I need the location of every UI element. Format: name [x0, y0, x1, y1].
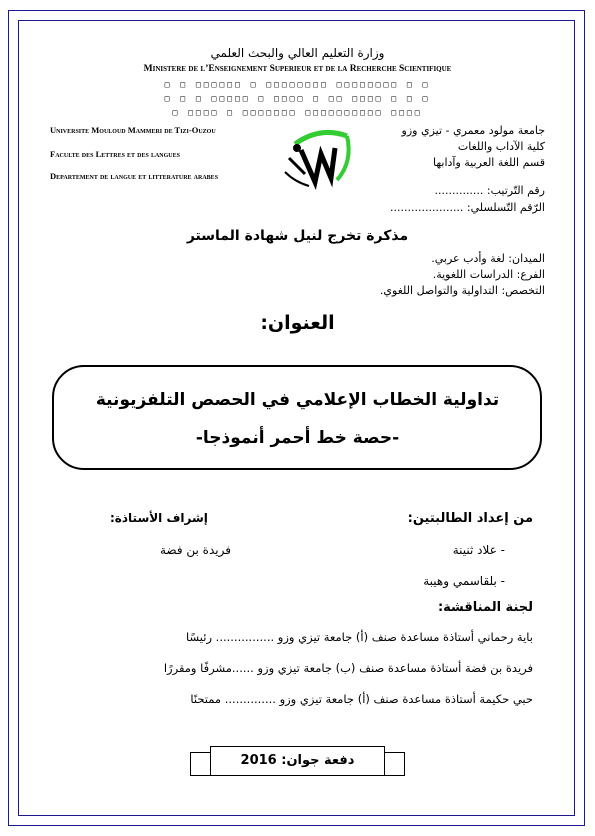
department-arabic: قسم اللغة العربية وآدابها [432, 156, 545, 169]
title-label: العنوان: [260, 312, 335, 334]
batch-label: دفعة جوان: 2016 [240, 753, 355, 768]
field-line: الميدان: لغة وأدب عربي. [431, 252, 545, 265]
rank-number: رقم التّرتيب: .............. [434, 184, 545, 197]
serial-number: الرّقم التّسلسلي: ..................... [390, 201, 545, 214]
committee-member-2: فريدة بن فضة أستاذة مساعدة صنف (ب) جامعة تيزي وزو ......مشرفًا ومقررًا [163, 661, 533, 675]
committee-member-1: باية رحماني أستاذة مساعدة صنف (أ) جامعة تيزي وزو ................ رئيسًا [186, 630, 533, 644]
committee-member-3: حبي حكيمة أستاذة مساعدة صنف (أ) جامعة تيزي وزو .............. ممتحنًا [190, 692, 533, 706]
university-arabic: جامعة مولود معمري - تيزي وزو [401, 124, 545, 137]
university-logo-icon [265, 122, 360, 197]
title-box [52, 365, 542, 470]
student-2: - بلقاسمي وهيبة [423, 574, 505, 588]
ministry-french: Ministere de l’Enseignement Superieur et de la Recherche Scientifique [143, 64, 452, 74]
student-1: - علاد ثنينة [452, 543, 505, 557]
ministry-arabic: وزارة التعليم العالي والبحث العلمي [210, 46, 385, 60]
squares-line-2: □ □ □ □□□□□ □ □□□□ □ □□ □□□□ □ □ □ [164, 94, 431, 103]
supervisor-heading: إشراف الأستاذة: [110, 511, 208, 525]
specialty-line: التخصص: التداولية والتواصل اللغوي. [379, 284, 545, 297]
students-heading: من إعداد الطالبتين: [407, 511, 533, 526]
memoir-title: مذكرة تخرج لنيل شهادة الماستر [186, 228, 409, 244]
squares-line-3: □ □□□□ □ □□□□□□□ □□□□□□□□□□ □□□□ [172, 108, 423, 117]
faculty-arabic: كلية الآداب واللغات [457, 140, 545, 153]
committee-heading: لجنة المناقشة: [437, 600, 533, 615]
university-french: Universite Mouloud Mammeri de Tizi-Ouzou [50, 125, 216, 135]
supervisor-name: فريدة بن فضة [160, 543, 231, 557]
thesis-title: تداولية الخطاب الإعلامي في الحصص التلفزيونية [95, 390, 500, 410]
thesis-subtitle: -حصة خط أحمر أنموذجا- [195, 428, 400, 448]
faculty-french: Faculte des Lettres et des langues [50, 149, 180, 159]
branch-line: الفرع: الدراسات اللغوية. [432, 268, 545, 281]
squares-line-1: □ □ □□□□□□ □ □□□□□□□□ □□□□□□□□ □ □ [164, 80, 431, 89]
department-french: Departement de langue et litterature arabes [50, 171, 219, 181]
